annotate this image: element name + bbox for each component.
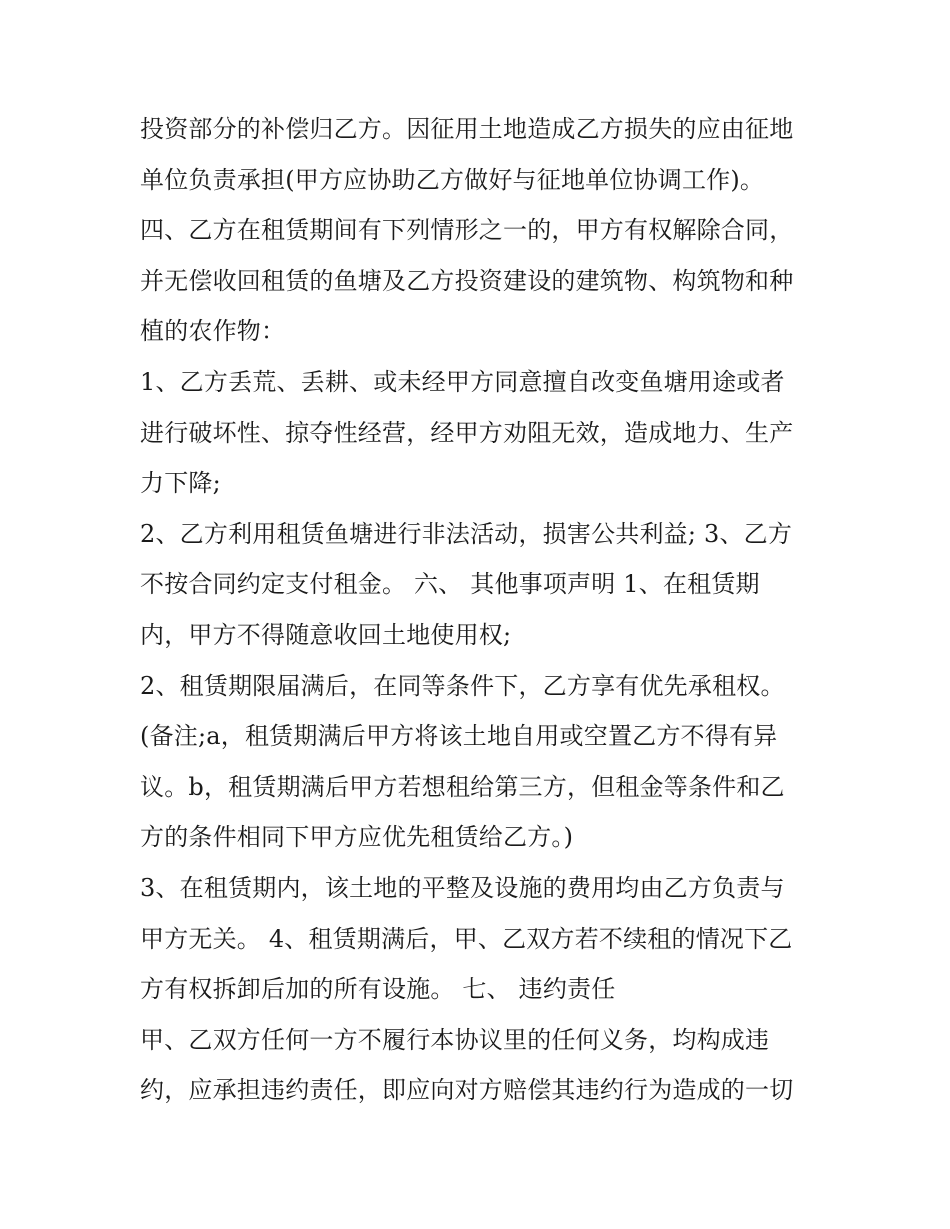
text-line: 1、乙方丢荒、丢耕、或未经甲方同意擅自改变鱼塘用途或者: [140, 367, 785, 396]
text-line: 议。b，租赁期满后甲方若想租给第三方，但租金等条件和乙: [140, 772, 785, 801]
text-line: (备注;a，租赁期满后甲方将该土地自用或空置乙方不得有异: [140, 722, 778, 751]
text-line: 并无偿收回租赁的鱼塘及乙方投资建设的建筑物、构筑物和种: [140, 266, 794, 295]
text-line: 甲、乙双方任何一方不履行本协议里的任何义务，均构成违: [140, 1025, 770, 1054]
text-line: 2、乙方利用租赁鱼塘进行非法活动，损害公共利益; 3、乙方: [140, 519, 793, 548]
text-line: 进行破坏性、掠夺性经营，经甲方劝阻无效，造成地力、生产: [140, 418, 794, 447]
document-body: [140, 104, 840, 1116]
text-line: 四、乙方在租赁期间有下列情形之一的，甲方有权解除合同，: [140, 216, 794, 245]
text-line: 植的农作物：: [140, 317, 286, 346]
text-line: 3、在租赁期内，该土地的平整及设施的费用均由乙方负责与: [140, 873, 785, 902]
text-line: 单位负责承担(甲方应协助乙方做好与征地单位协调工作)。: [140, 165, 765, 194]
text-line: 2、租赁期限届满后，在同等条件下，乙方享有优先承租权。: [140, 671, 785, 700]
text-line: 投资部分的补偿归乙方。因征用土地造成乙方损失的应由征地: [140, 115, 794, 143]
text-line: 甲方无关。 4、租赁期满后，甲、乙双方若不续租的情况下乙: [140, 924, 793, 953]
text-line: 方的条件相同下甲方应优先租赁给乙方。): [140, 823, 574, 852]
text-line: 内，甲方不得随意收回土地使用权;: [140, 620, 512, 649]
text-line: 力下降;: [140, 469, 221, 498]
text-line: 方有权拆卸后加的所有设施。 七、 违约责任: [140, 975, 616, 1004]
text-line: 不按合同约定支付租金。 六、 其他事项声明 1、在租赁期: [140, 570, 760, 599]
text-line: 约，应承担违约责任，即应向对方赔偿其违约行为造成的一切: [140, 1076, 794, 1105]
